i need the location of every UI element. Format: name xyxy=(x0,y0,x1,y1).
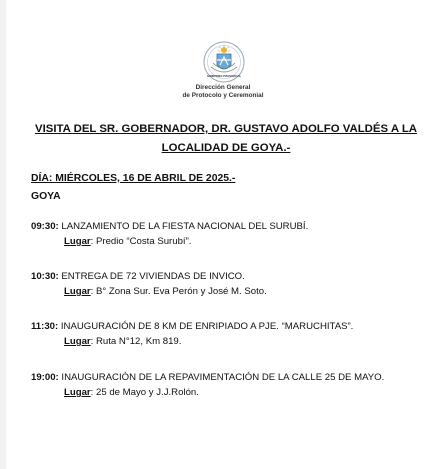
document-title xyxy=(24,120,428,158)
place-label: Lugar xyxy=(64,286,91,297)
schedule-description: INAUGURACIÓN DE 8 KM DE ENRIPIADO A PJE. “MARUCHITAS”. xyxy=(60,321,354,332)
schedule-item xyxy=(31,370,421,400)
issuer-line-2: de Protocolo y Ceremonial xyxy=(182,92,264,99)
schedule-item xyxy=(31,219,421,249)
schedule-place: Lugar: Predio “Costa Surubí”. xyxy=(64,236,192,247)
schedule-place: Lugar: B° Zona Sur. Eva Perón y José M. Soto. xyxy=(64,286,267,297)
schedule-time: 11:30: xyxy=(31,321,59,332)
title-line-1: VISITA DEL SR. GOBERNADOR, DR. GUSTAVO ADOLFO VALDÉS A LA xyxy=(34,123,418,135)
place-label: Lugar xyxy=(64,236,91,247)
issuer-line-1: Dirección General xyxy=(195,84,251,91)
seal-text: GOBIERNO PROVINCIAL xyxy=(206,75,242,78)
provincial-seal-icon xyxy=(203,41,245,83)
schedule-place: Lugar: Ruta N°12, Km 819. xyxy=(64,336,182,347)
schedule-item xyxy=(31,319,421,349)
place-value: B° Zona Sur. Eva Perón y José M. Soto. xyxy=(96,286,267,297)
title-line-2: LOCALIDAD DE GOYA.- xyxy=(161,142,291,154)
place-label: Lugar xyxy=(64,387,91,398)
schedule-description: ENTREGA DE 72 VIVIENDAS DE INVICO. xyxy=(61,271,245,282)
place-value: Predio “Costa Surubí”. xyxy=(96,236,192,247)
place-label: Lugar xyxy=(64,336,91,347)
schedule-item-line xyxy=(31,219,421,234)
page-edge xyxy=(0,0,6,469)
schedule-time: 10:30: xyxy=(31,271,59,282)
schedule-item-line xyxy=(31,370,421,385)
place-value: Ruta N°12, Km 819. xyxy=(96,336,182,347)
location-heading: GOYA xyxy=(31,191,61,202)
schedule-time: 19:00: xyxy=(31,372,59,383)
schedule-time: 09:30: xyxy=(31,221,59,232)
issuer-header xyxy=(150,84,296,100)
schedule-item xyxy=(31,269,421,299)
schedule-item-line xyxy=(31,319,421,334)
date-line: DÍA: MIÉRCOLES, 16 DE ABRIL DE 2025.- xyxy=(31,173,236,184)
place-value: 25 de Mayo y J.J.Rolón. xyxy=(96,387,199,398)
schedule-description: INAUGURACIÓN DE LA REPAVIMENTACIÓN DE LA CALLE 25 DE MAYO. xyxy=(61,372,385,383)
schedule-description: LANZAMIENTO DE LA FIESTA NACIONAL DEL SURUBÍ. xyxy=(61,221,309,232)
schedule-place: Lugar: 25 de Mayo y J.J.Rolón. xyxy=(64,387,199,398)
schedule-item-line xyxy=(31,269,421,284)
